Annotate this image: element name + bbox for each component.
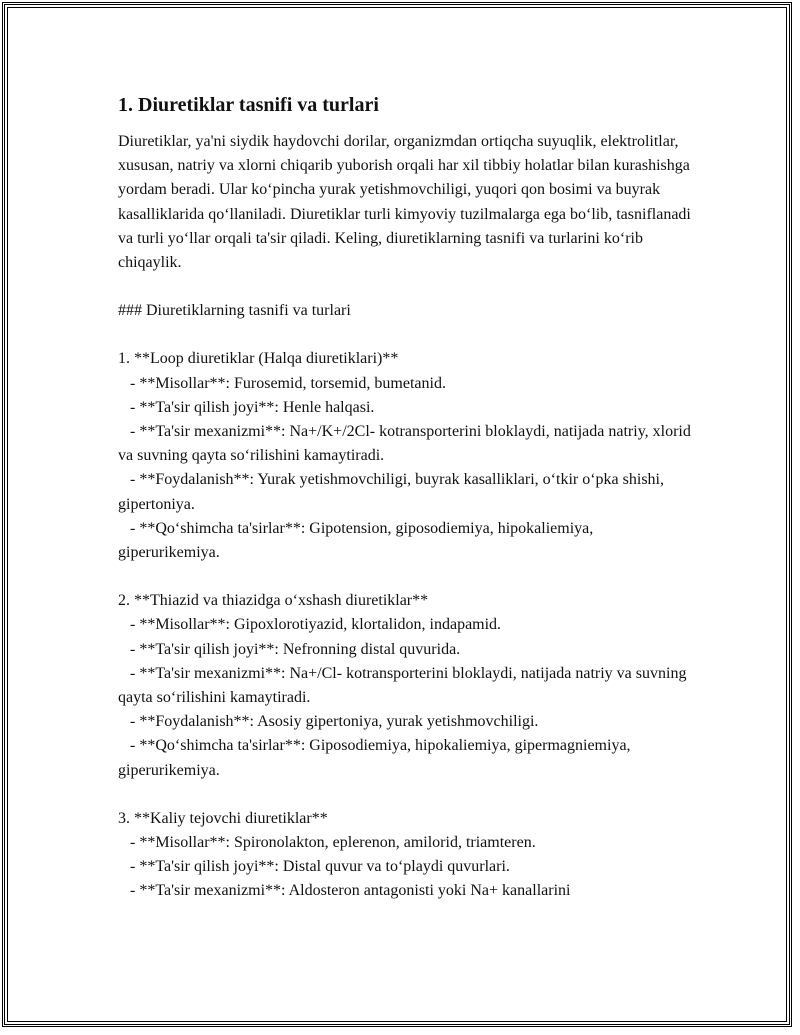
section-item: - **Ta'sir mexanizmi**: Na+/Cl- kotransporterini bloklaydi, natijada natriy va suvning qayta so‘rilishini kamaytiradi. (118, 664, 691, 707)
section-item: - **Foydalanish**: Yurak yetishmovchiligi, buyrak kasalliklari, o‘tkir o‘pka shishi, gipertoniya. (118, 471, 668, 513)
subheading: ### Diuretiklarning tasnifi va turlari (118, 302, 351, 320)
section-potassium-sparing (118, 807, 698, 904)
section-item: - **Ta'sir mexanizmi**: Na+/K+/2Cl- kotransporterini bloklaydi, natijada natriy, xlorid va suvning qayta so‘rilishini kamaytiradi. (118, 423, 695, 465)
section-title: 1. **Loop diuretiklar (Halqa diuretiklari)** (118, 350, 399, 368)
spacer (118, 783, 698, 807)
spacer (118, 565, 698, 589)
section-item: - **Foydalanish**: Asosiy gipertoniya, yurak yetishmovchiligi. (118, 713, 539, 731)
section-loop (118, 347, 698, 565)
document-title: 1. Diuretiklar tasnifi va turlari (118, 94, 379, 116)
section-item: - **Misollar**: Furosemid, torsemid, bumetanid. (118, 374, 446, 392)
section-item: - **Ta'sir qilish joyi**: Nefronning distal quvurida. (118, 640, 461, 658)
section-item: - **Qo‘shimcha ta'sirlar**: Giposodiemiya, hipokaliemiya, gipermagniemiya, giperurikemiya. (118, 737, 635, 779)
spacer (118, 323, 698, 347)
intro-paragraph: Diuretiklar, ya'ni siydik haydovchi dorilar, organizmdan ortiqcha suyuqlik, elektrolitlar, xususan, natriy va xlorni chiqarib yuborish orqali har xil tibbiy holatlar bilan kurashishga yordam beradi. Ular ko‘pincha yurak yetishmovchiligi, yuqori qon bosimi va buyrak kasalliklarida qo‘llaniladi. Diuretiklar turli kimyoviy tuzilmalarga ega bo‘lib, tasniflanadi va turli yo‘llar orqali ta'sir qiladi. Keling, diuretiklarning tasnifi va turlarini ko‘rib chiqaylik. (118, 133, 691, 272)
section-item: - **Misollar**: Gipoxlorotiyazid, klortalidon, indapamid. (118, 616, 502, 634)
section-item: - **Ta'sir mexanizmi**: Aldosteron antagonisti yoki Na+ kanallarini (118, 882, 571, 900)
section-item: - **Misollar**: Spironolakton, eplerenon, amilorid, triamteren. (118, 834, 536, 852)
document-body (118, 92, 698, 904)
section-item: - **Ta'sir qilish joyi**: Henle halqasi. (118, 398, 375, 416)
section-title: 2. **Thiazid va thiazidga o‘xshash diuretiklar** (118, 592, 429, 610)
section-title: 3. **Kaliy tejovchi diuretiklar** (118, 809, 328, 827)
spacer (118, 275, 698, 299)
section-item: - **Ta'sir qilish joyi**: Distal quvur va to‘playdi quvurlari. (118, 858, 510, 876)
section-thiazide (118, 589, 698, 783)
section-item: - **Qo‘shimcha ta'sirlar**: Gipotension, giposodiemiya, hipokaliemiya, giperurikemiya. (118, 519, 598, 562)
